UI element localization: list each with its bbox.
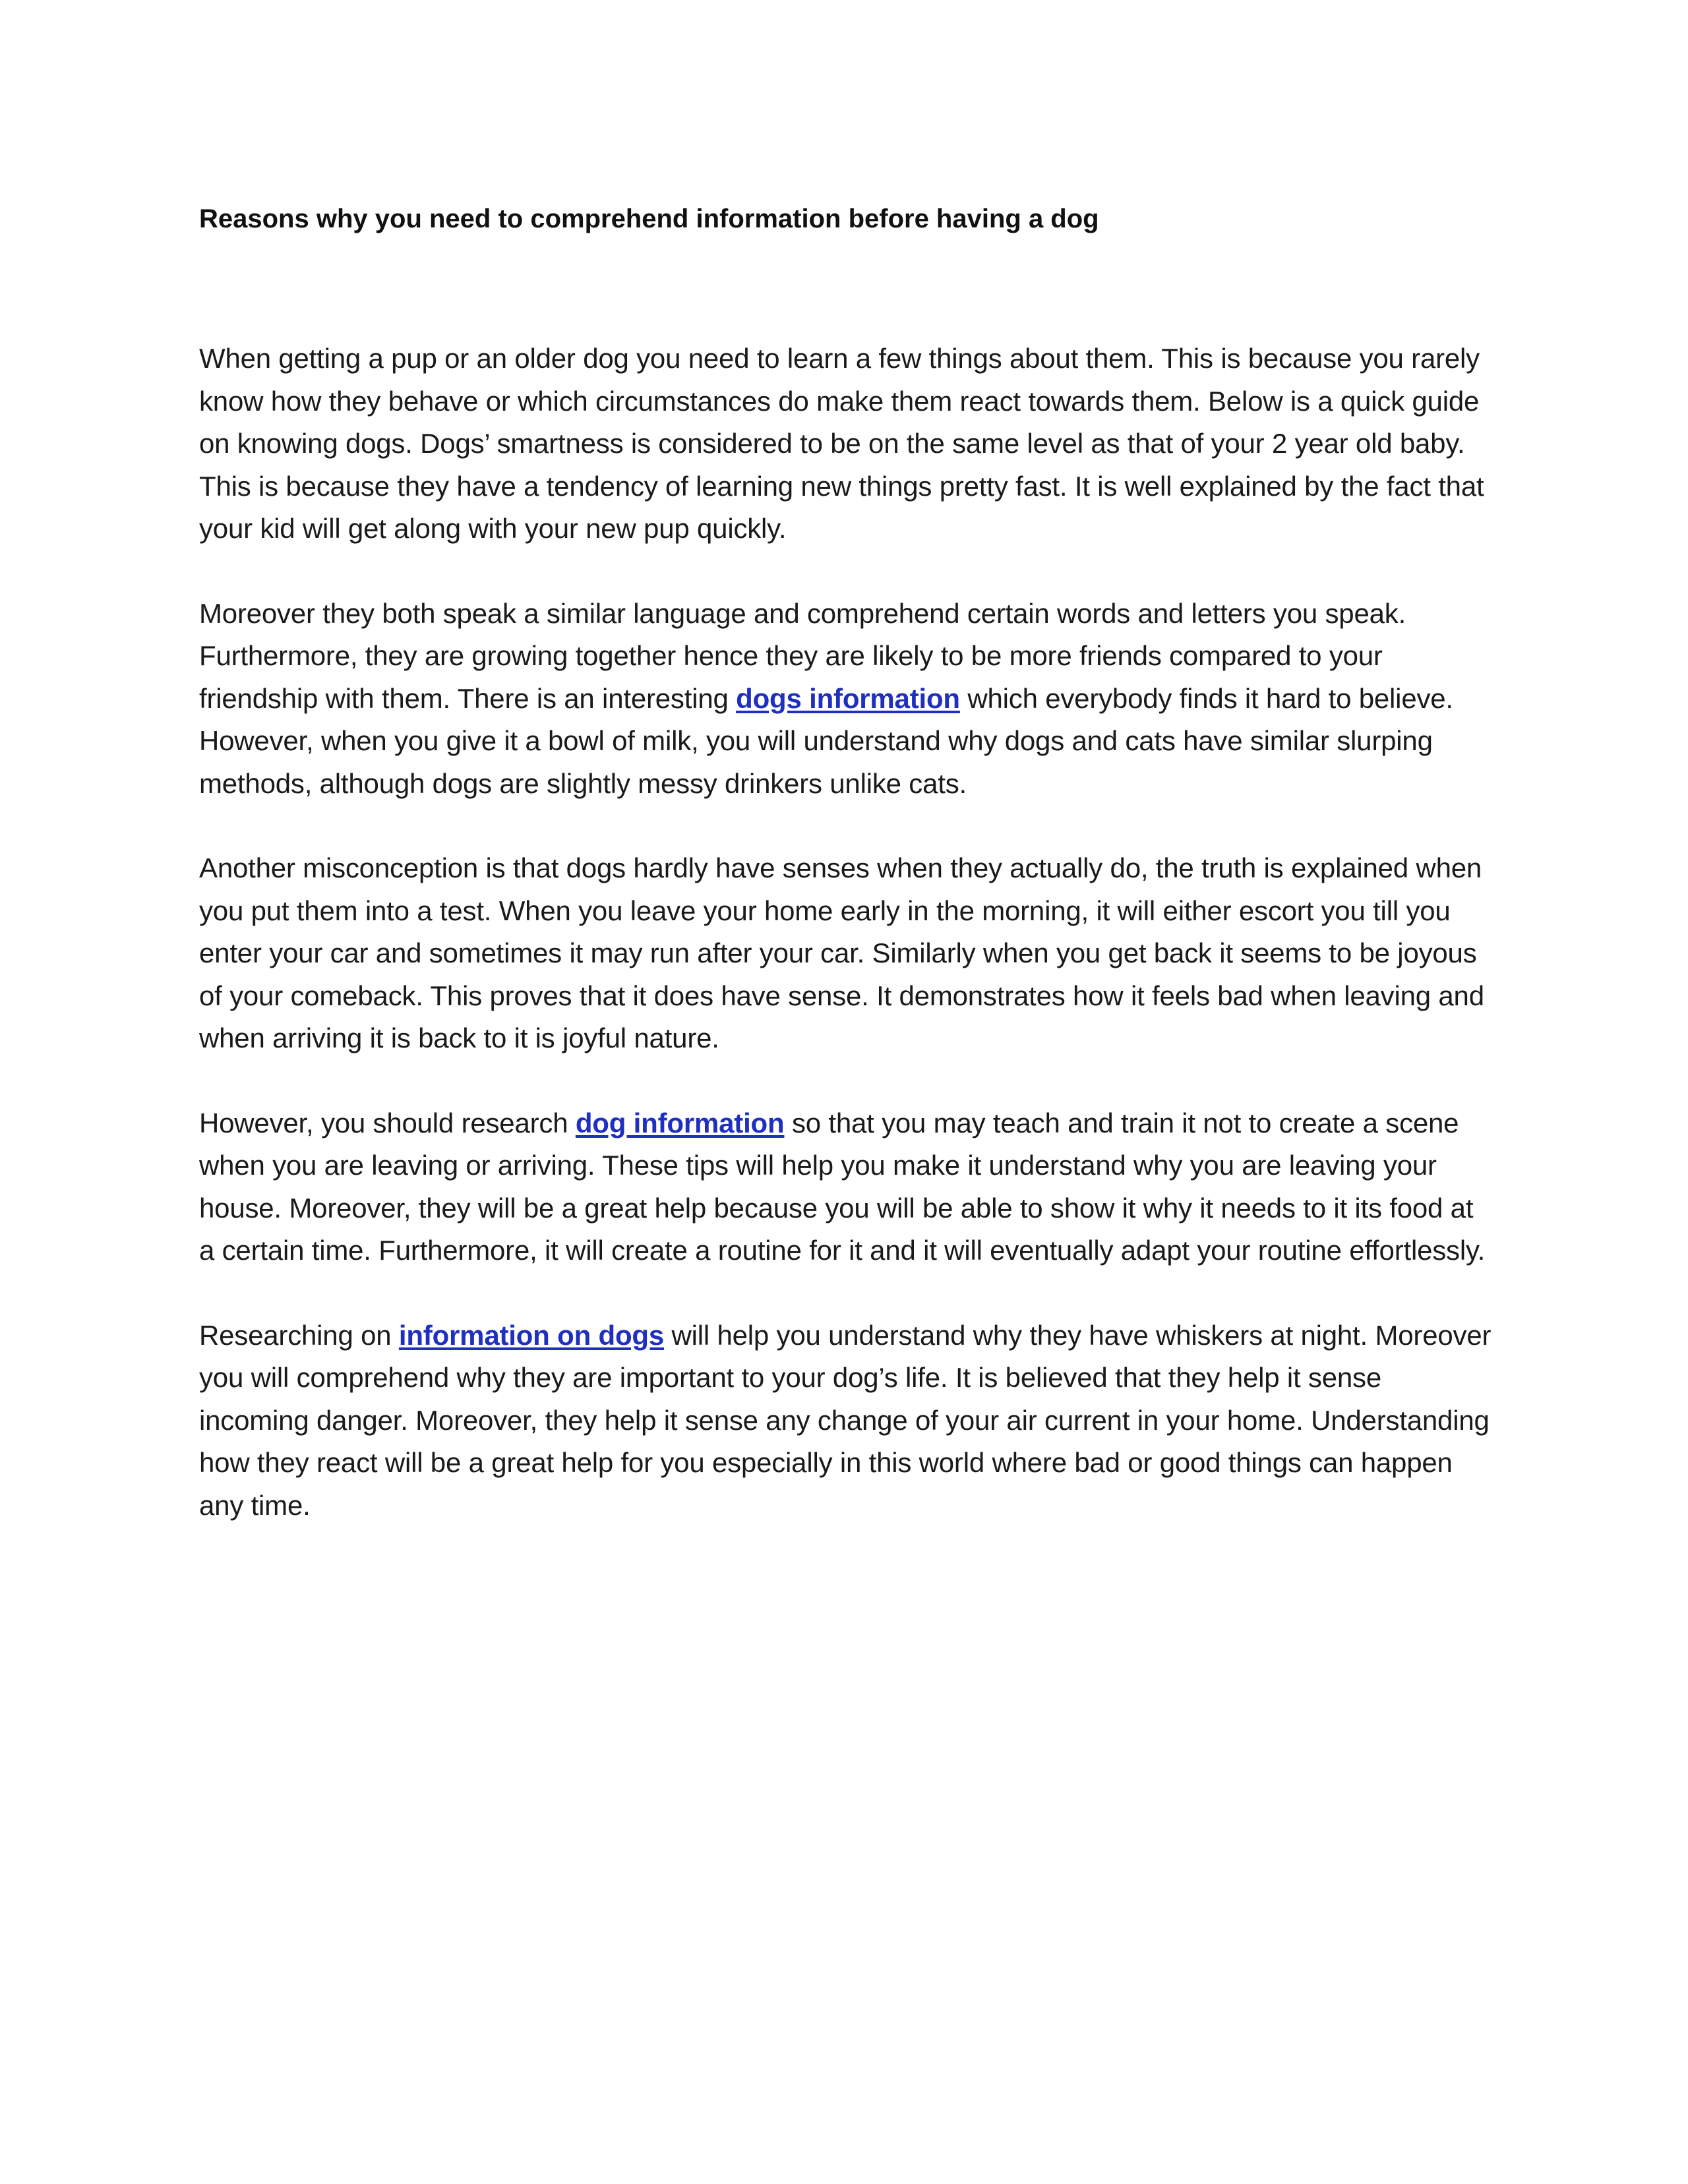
paragraph-text: When getting a pup or an older dog you need to learn a few things about them. This is because you rarely know how they behave or which circumstances do make them react towards them. Below is a quick guide on knowing dogs. Dogs’ smartness is considered to be on the same level as that of your 2 year old baby. This is because they have a tendency of learning new things pretty fast. It is well explained by the fact that your kid will get along with your new pup quickly. <box>199 343 1484 544</box>
paragraph-2 <box>199 593 1492 806</box>
paragraph-text-after: so that you may teach and train it not to create a scene when you are leaving or arriving. These tips will help you make it understand why you are leaving your house. Moreover, they will be a great help because you will be able to show it why it needs to it its food at a certain time. Furthermore, it will create a routine for it and it will eventually adapt your routine effortlessly. <box>199 1107 1486 1266</box>
paragraph-text-before: Moreover they both speak a similar language and comprehend certain words and letters you speak. Furthermore, they are growing together hence they are likely to be more friends compared to your friendship with them. There is an interesting <box>199 597 1406 714</box>
document-body <box>199 198 1492 1569</box>
paragraph-5 <box>199 1314 1492 1527</box>
paragraph-text: Another misconception is that dogs hardly have senses when they actually do, the truth is explained when you put them into a test. When you leave your home early in the morning, it will either escort you till you enter your car and sometimes it may run after your car. Similarly when you get back it seems to be joyous of your comeback. This proves that it does have sense. It demonstrates how it feels bad when leaving and when arriving it is back to it is joyful nature. <box>199 852 1484 1053</box>
dogs-information-link[interactable]: dogs information <box>736 682 960 714</box>
paragraph-text-after: which everybody finds it hard to believe. However, when you give it a bowl of milk, you will understand why dogs and cats have similar slurping methods, although dogs are slightly messy drinkers unlike cats. <box>199 682 1453 799</box>
paragraph-text-after: will help you understand why they have whiskers at night. Moreover you will comprehend why they are important to your dog’s life. It is believed that they help it sense incoming danger. Moreover, they help it sense any change of your air current in your home. Understanding how they react will be a great help for you especially in this world where bad or good things can happen any time. <box>199 1319 1492 1521</box>
information-on-dogs-link[interactable]: information on dogs <box>398 1319 665 1351</box>
paragraph-4 <box>199 1102 1492 1272</box>
paragraph-1 <box>199 338 1492 550</box>
dog-information-link[interactable]: dog information <box>575 1107 785 1138</box>
document-title: Reasons why you need to comprehend information before having a dog <box>199 204 1099 233</box>
paragraph-text-before: Researching on <box>199 1319 399 1351</box>
paragraph-3 <box>199 847 1492 1060</box>
paragraph-text-before: However, you should research <box>199 1107 576 1138</box>
